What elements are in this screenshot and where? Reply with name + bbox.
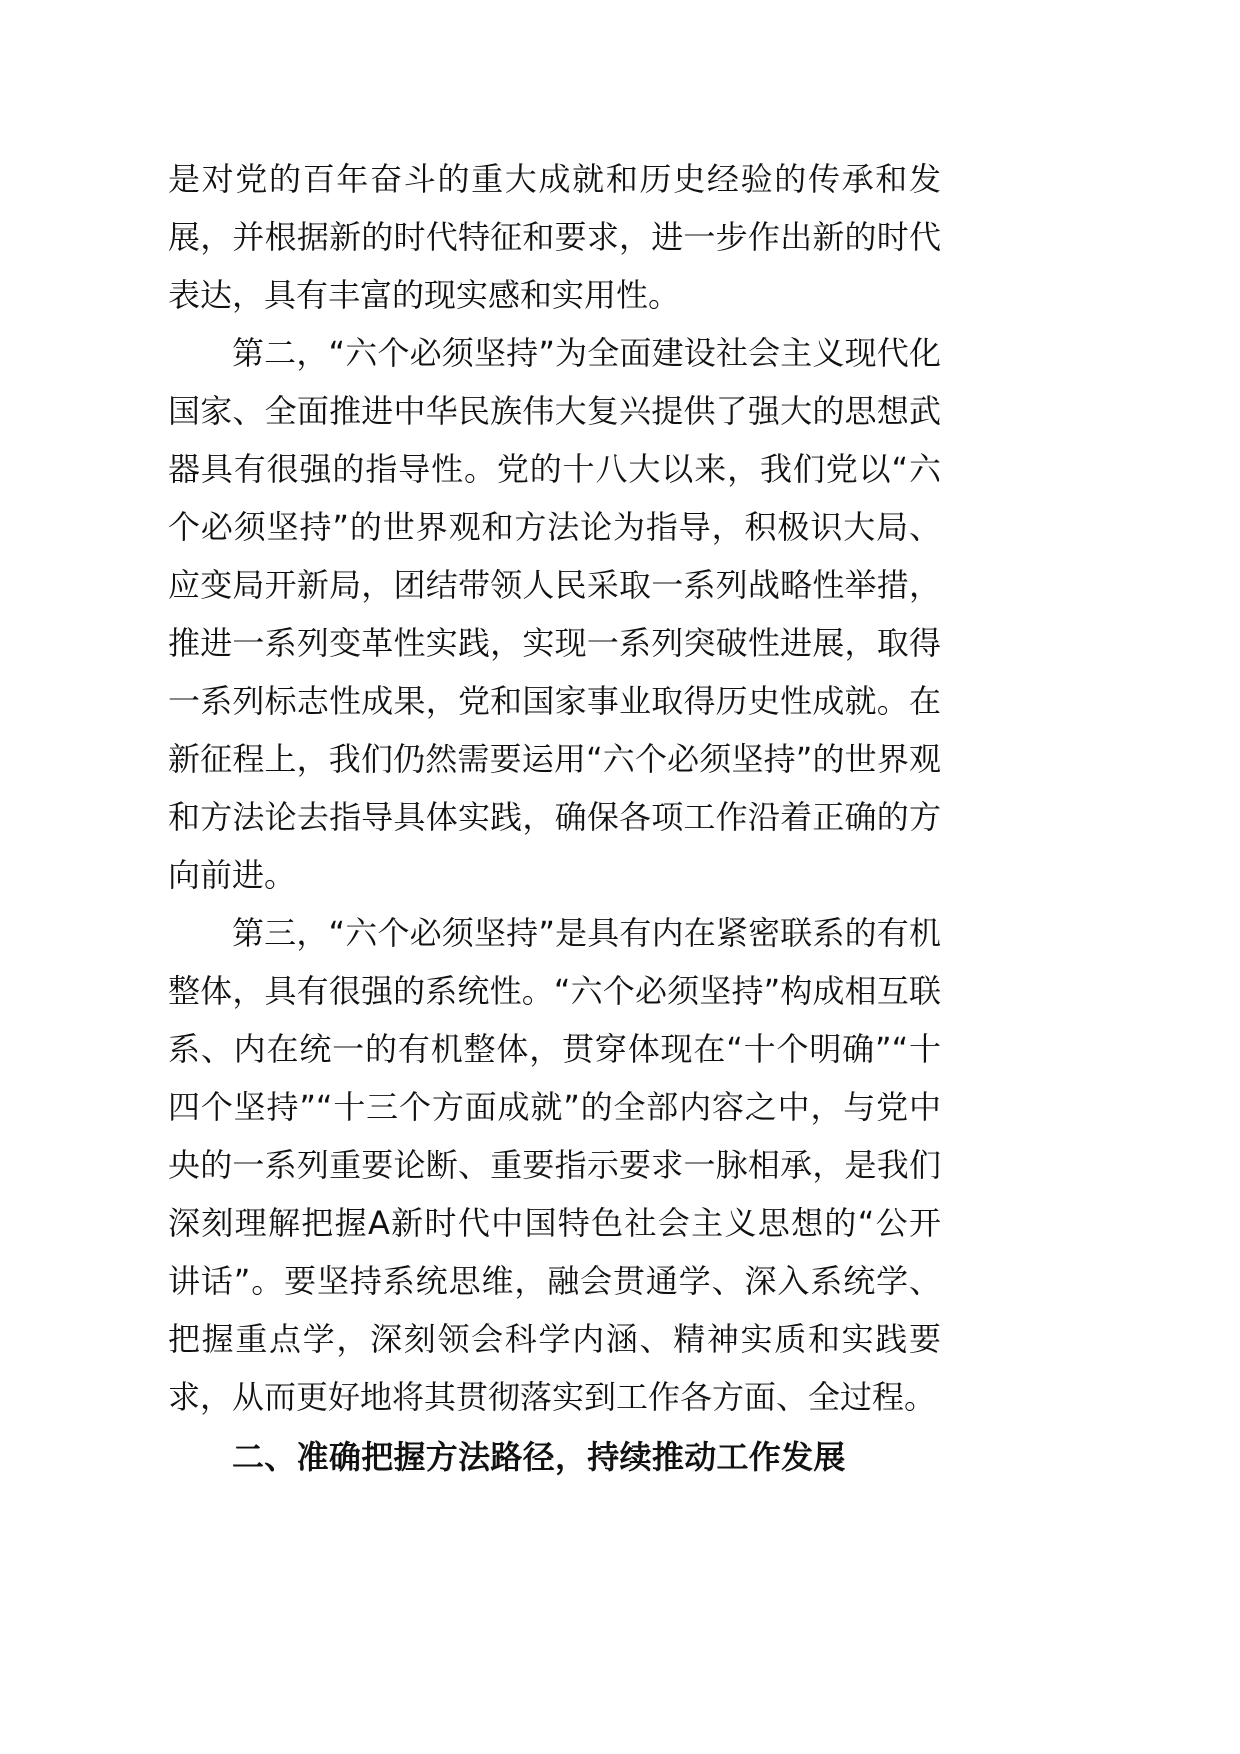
paragraph-third-point: 第三，“六个必须坚持”是具有内在紧密联系的有机整体，具有很强的系统性。“六个必须坚持”构成相互联系、内在统一的有机整体，贯穿体现在“十个明确”“十四个坚持”“十三个方面成就”的全部内容之中，与党中央的一系列重要论断、重要指示要求一脉相承，是我们深刻理解把握A新时代中国特色社会主义思想的“公开讲话”。要坚持系统思维，融会贯通学、深入系统学、把握重点学，深刻领会科学内涵、精神实质和实践要求，从而更好地将其贯彻落实到工作各方面、全过程。 <box>168 914 941 1416</box>
section-heading: 二、准确把握方法路径，持续推动工作发展 <box>232 1438 846 1476</box>
paragraph-second-point: 第二，“六个必须坚持”为全面建设社会主义现代化国家、全面推进中华民族伟大复兴提供了强大的思想武器具有很强的指导性。党的十八大以来，我们党以“六个必须坚持”的世界观和方法论为指导，积极识大局、应变局开新局，团结带领人民采取一系列战略性举措，推进一系列变革性实践，实现一系列突破性进展，取得一系列标志性成果，党和国家事业取得历史性成就。在新征程上，我们仍然需要运用“六个必须坚持”的世界观和方法论去指导具体实践，确保各项工作沿着正确的方向前进。 <box>168 334 941 894</box>
document-page <box>168 150 941 1486</box>
paragraph-continuation: 是对党的百年奋斗的重大成就和历史经验的传承和发展，并根据新的时代特征和要求，进一步作出新的时代表达，具有丰富的现实感和实用性。 <box>168 160 941 314</box>
